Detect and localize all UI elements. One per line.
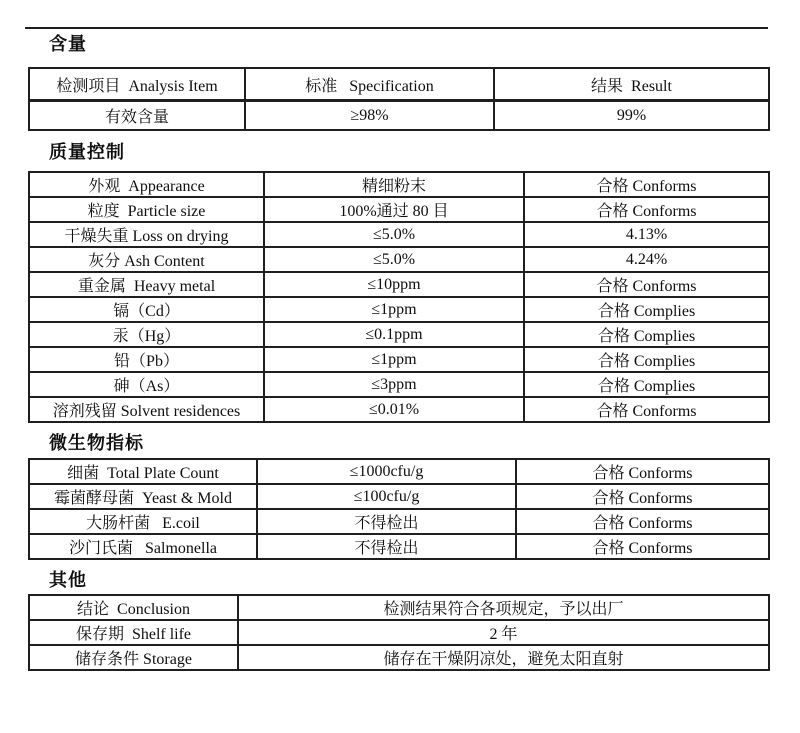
cell-spec: ≥98% bbox=[245, 101, 494, 131]
cell-spec: 100%通过 80 目 bbox=[264, 197, 524, 222]
table-row bbox=[29, 101, 769, 131]
cell-spec: ≤0.1ppm bbox=[264, 322, 524, 347]
cell-result: 合格 Complies bbox=[524, 322, 769, 347]
cell-spec: 不得检出 bbox=[257, 509, 516, 534]
content-table bbox=[28, 67, 770, 131]
header-result: 结果 Result bbox=[494, 68, 769, 101]
table-row bbox=[29, 397, 769, 422]
cell-item: 镉（Cd） bbox=[29, 297, 264, 322]
table-row bbox=[29, 322, 769, 347]
section-heading-other: 其他 bbox=[49, 570, 87, 590]
cell-value: 检测结果符合各项规定，予以出厂 bbox=[238, 595, 769, 620]
cell-result: 合格 Complies bbox=[524, 372, 769, 397]
table-row bbox=[29, 297, 769, 322]
cell-result: 合格 Conforms bbox=[516, 509, 769, 534]
cell-spec: ≤0.01% bbox=[264, 397, 524, 422]
cell-result: 99% bbox=[494, 101, 769, 131]
cell-spec: ≤3ppm bbox=[264, 372, 524, 397]
cell-item: 霉菌酵母菌 Yeast & Mold bbox=[29, 484, 257, 509]
header-analysis-item: 检测项目 Analysis Item bbox=[29, 68, 245, 101]
table-row bbox=[29, 372, 769, 397]
table-row bbox=[29, 620, 769, 645]
table-header-row bbox=[29, 68, 769, 101]
cell-result: 合格 Conforms bbox=[524, 272, 769, 297]
cell-item: 汞（Hg） bbox=[29, 322, 264, 347]
cell-item: 粒度 Particle size bbox=[29, 197, 264, 222]
cell-result: 合格 Complies bbox=[524, 347, 769, 372]
cell-result: 合格 Conforms bbox=[524, 172, 769, 197]
cell-spec: ≤1000cfu/g bbox=[257, 459, 516, 484]
table-row bbox=[29, 347, 769, 372]
cell-item: 储存条件 Storage bbox=[29, 645, 238, 670]
cell-value: 2 年 bbox=[238, 620, 769, 645]
header-specification: 标准 Specification bbox=[245, 68, 494, 101]
cell-item: 砷（As） bbox=[29, 372, 264, 397]
cell-item: 结论 Conclusion bbox=[29, 595, 238, 620]
table-row bbox=[29, 272, 769, 297]
section-heading-content: 含量 bbox=[49, 34, 87, 54]
cell-result: 合格 Conforms bbox=[524, 397, 769, 422]
cell-spec: ≤1ppm bbox=[264, 297, 524, 322]
cell-spec: 精细粉末 bbox=[264, 172, 524, 197]
table-row bbox=[29, 645, 769, 670]
cell-result: 合格 Complies bbox=[524, 297, 769, 322]
cell-item: 外观 Appearance bbox=[29, 172, 264, 197]
cell-spec: ≤1ppm bbox=[264, 347, 524, 372]
table-row bbox=[29, 172, 769, 197]
cell-item: 细菌 Total Plate Count bbox=[29, 459, 257, 484]
cell-result: 合格 Conforms bbox=[516, 484, 769, 509]
section-heading-micro: 微生物指标 bbox=[49, 433, 144, 453]
cell-spec: ≤10ppm bbox=[264, 272, 524, 297]
table-row bbox=[29, 484, 769, 509]
microbiological-table bbox=[28, 458, 770, 560]
table-row bbox=[29, 222, 769, 247]
cell-item: 保存期 Shelf life bbox=[29, 620, 238, 645]
cell-result: 合格 Conforms bbox=[524, 197, 769, 222]
cell-spec: ≤100cfu/g bbox=[257, 484, 516, 509]
cell-result: 4.13% bbox=[524, 222, 769, 247]
top-horizontal-rule bbox=[25, 27, 768, 29]
cell-spec: 不得检出 bbox=[257, 534, 516, 559]
cell-item: 灰分 Ash Content bbox=[29, 247, 264, 272]
table-row bbox=[29, 509, 769, 534]
cell-item: 有效含量 bbox=[29, 101, 245, 131]
cell-result: 4.24% bbox=[524, 247, 769, 272]
table-row bbox=[29, 534, 769, 559]
table-row bbox=[29, 247, 769, 272]
cell-item: 干燥失重 Loss on drying bbox=[29, 222, 264, 247]
other-table bbox=[28, 594, 770, 671]
section-heading-quality: 质量控制 bbox=[49, 142, 125, 162]
cell-item: 大肠杆菌 E.coil bbox=[29, 509, 257, 534]
cell-spec: ≤5.0% bbox=[264, 222, 524, 247]
cell-item: 沙门氏菌 Salmonella bbox=[29, 534, 257, 559]
cell-spec: ≤5.0% bbox=[264, 247, 524, 272]
quality-control-table bbox=[28, 171, 770, 423]
cell-item: 溶剂残留 Solvent residences bbox=[29, 397, 264, 422]
table-row bbox=[29, 595, 769, 620]
table-row bbox=[29, 197, 769, 222]
cell-item: 重金属 Heavy metal bbox=[29, 272, 264, 297]
cell-value: 储存在干燥阴凉处，避免太阳直射 bbox=[238, 645, 769, 670]
table-row bbox=[29, 459, 769, 484]
cell-result: 合格 Conforms bbox=[516, 534, 769, 559]
cell-result: 合格 Conforms bbox=[516, 459, 769, 484]
cell-item: 铅（Pb） bbox=[29, 347, 264, 372]
